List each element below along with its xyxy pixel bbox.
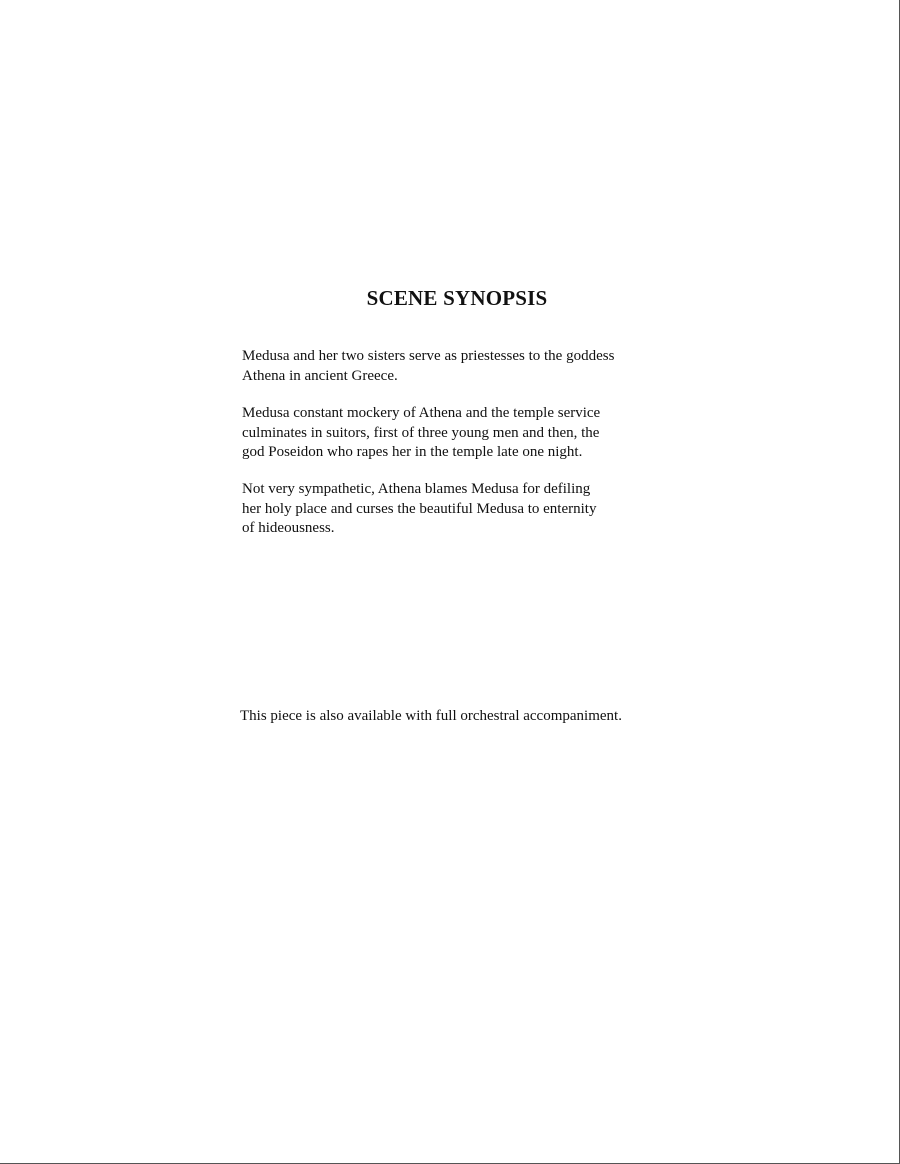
paragraph-line: culminates in suitors, first of three young men and then, the — [242, 424, 600, 441]
paragraph-line: her holy place and curses the beautiful Medusa to enternity — [242, 500, 597, 517]
synopsis-paragraph-1 — [242, 347, 682, 386]
synopsis-paragraph-3 — [242, 480, 682, 539]
paragraph-line: god Poseidon who rapes her in the temple late one night. — [242, 444, 583, 460]
paragraph-line: Not very sympathetic, Athena blames Medusa for defiling — [242, 481, 591, 497]
availability-note: This piece is also available with full orchestral accompaniment. — [240, 708, 622, 724]
paragraph-line: Athena in ancient Greece. — [242, 367, 398, 384]
paragraph-line: Medusa and her two sisters serve as priestesses to the goddess — [242, 348, 615, 364]
paragraph-line: Medusa constant mockery of Athena and the temple service — [242, 405, 601, 421]
page-title: SCENE SYNOPSIS — [366, 286, 548, 310]
paragraph-line: of hideousness. — [242, 520, 335, 536]
synopsis-paragraph-2 — [242, 404, 682, 463]
